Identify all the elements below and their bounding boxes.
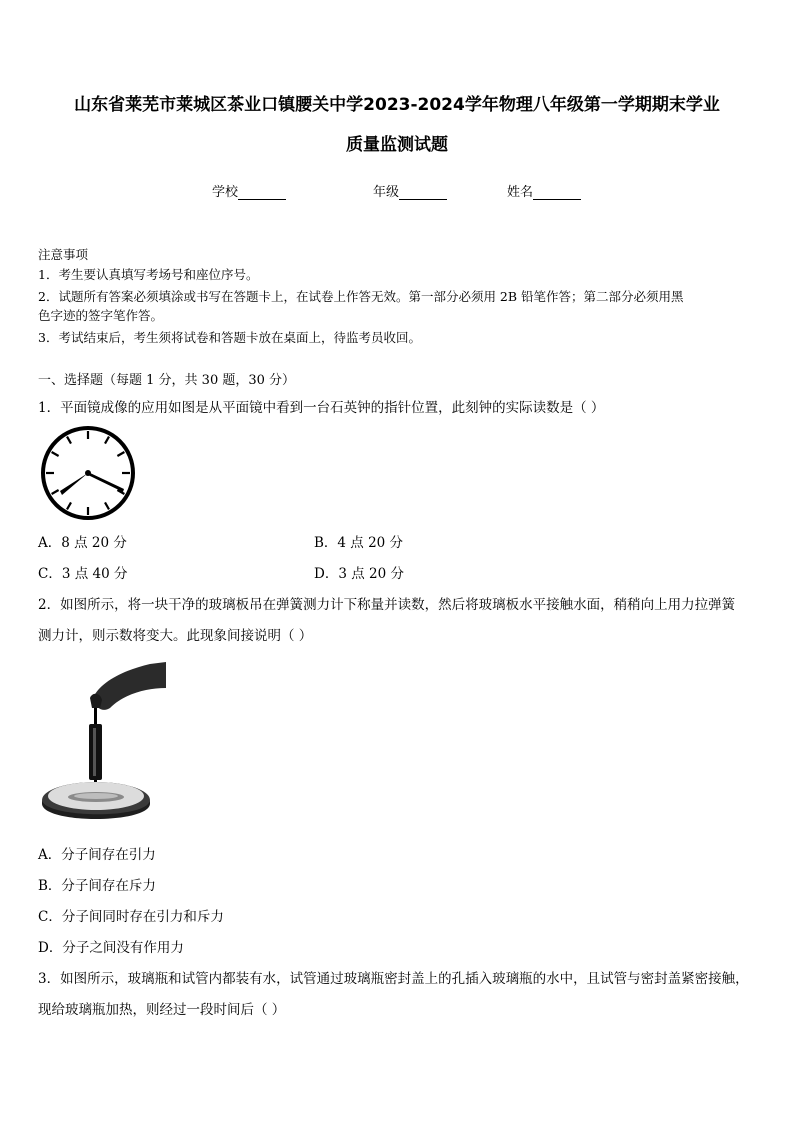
q1-stem: 1．平面镜成像的应用如图是从平面镜中看到一台石英钟的指针位置，此刻钟的实际读数是（ ）: [38, 400, 605, 416]
name-label: 姓名: [507, 185, 534, 200]
notice-item-3: 3．考试结束后，考生须将试卷和答题卡放在桌面上，待监考员收回。: [38, 330, 421, 345]
section-heading: 一、选择题（每题 1 分，共 30 题，30 分）: [38, 373, 296, 388]
q2-stem-line1: 2．如图所示，将一块干净的玻璃板吊在弹簧测力计下称量并读数，然后将玻璃板水平接触水面，稍稍向上用力拉弹簧: [38, 597, 736, 613]
q1-option-d[interactable]: D．3 点 20 分: [314, 566, 404, 582]
q2-stem-line2: 测力计，则示数将变大。此现象间接说明（ ）: [38, 628, 313, 644]
q2-option-a[interactable]: A．分子间存在引力: [38, 847, 156, 863]
grade-field[interactable]: [373, 181, 447, 200]
school-label: 学校: [212, 185, 239, 200]
q2-option-d[interactable]: D．分子之间没有作用力: [38, 940, 184, 956]
q3-stem-line1: 3．如图所示，玻璃瓶和试管内都装有水，试管通过玻璃瓶密封盖上的孔插入玻璃瓶的水中，且试管与密封盖紧密接触，: [38, 971, 749, 987]
notice-item-2b: 色字迹的签字笔作答。: [38, 308, 164, 323]
name-field[interactable]: [507, 181, 581, 200]
grade-blank: [399, 185, 447, 200]
exam-title-line2: 质量监测试题: [346, 135, 448, 155]
q1-option-b[interactable]: B．4 点 20 分: [314, 535, 404, 551]
clock-figure: [38, 425, 138, 521]
q2-option-b[interactable]: B．分子间存在斥力: [38, 878, 156, 894]
name-blank: [533, 185, 581, 200]
grade-label: 年级: [373, 185, 400, 200]
school-blank: [238, 185, 286, 200]
notice-item-1: 1．考生要认真填写考场号和座位序号。: [38, 267, 259, 282]
q3-stem-line2: 现给玻璃瓶加热，则经过一段时间后（ ）: [38, 1002, 286, 1018]
spring-scale-photo: [38, 658, 166, 826]
exam-title-line1: 山东省莱芜市莱城区茶业口镇腰关中学2023-2024学年物理八年级第一学期期末学业: [74, 95, 720, 115]
notice-heading: 注意事项: [38, 247, 89, 262]
notice-item-2a: 2．试题所有答案必须填涂或书写在答题卡上，在试卷上作答无效。第一部分必须用 2B 铅笔作答；第二部分必须用黑: [38, 289, 684, 304]
q1-option-c[interactable]: C．3 点 40 分: [38, 566, 128, 582]
q1-option-a[interactable]: A．8 点 20 分: [38, 535, 127, 551]
school-field[interactable]: [212, 181, 286, 200]
q2-option-c[interactable]: C．分子间同时存在引力和斥力: [38, 909, 224, 925]
student-info-row: [0, 181, 794, 201]
